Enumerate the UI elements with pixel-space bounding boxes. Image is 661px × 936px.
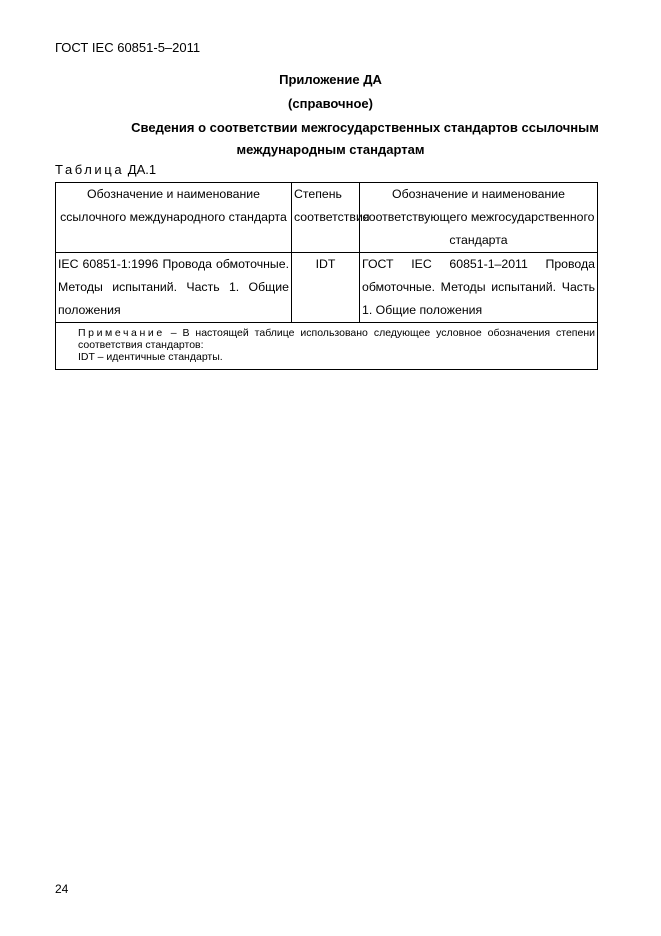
header-cell-degree: Степень соответствия bbox=[292, 183, 360, 253]
header-cell-interstate-standard: Обозначение и наименование соответствующего межгосударственного стандарта bbox=[360, 183, 598, 253]
table-caption bbox=[55, 162, 156, 177]
note-label: Примечание bbox=[78, 327, 165, 339]
cell-interstate-standard: ГОСТ IEC 60851-1–2011 Провода обмоточные. Методы испытаний. Часть 1. Общие положения bbox=[360, 253, 598, 323]
table-caption-word: Таблица bbox=[55, 162, 125, 177]
header-cell-international-standard: Обозначение и наименование ссылочного международного стандарта bbox=[56, 183, 292, 253]
table-header-row bbox=[56, 183, 598, 253]
cell-international-standard: IEC 60851-1:1996 Провода обмоточные. Методы испытаний. Часть 1. Общие положения bbox=[56, 253, 292, 323]
correspondence-table bbox=[55, 182, 598, 370]
annex-heading-line-1: Сведения о соответствии межгосударственных стандартов ссылочным bbox=[131, 120, 599, 135]
note-line bbox=[58, 327, 595, 351]
page-number: 24 bbox=[55, 882, 69, 896]
note-text: – В настоящей таблице использовано следующее условное обозначения степени соответствия стандартов: bbox=[78, 327, 595, 351]
table-caption-number: ДА.1 bbox=[127, 162, 157, 177]
table-note-row bbox=[56, 323, 598, 370]
cell-degree: IDT bbox=[292, 253, 360, 323]
document-code: ГОСТ IEC 60851-5–2011 bbox=[55, 40, 201, 55]
note-line-2: IDT – идентичные стандарты. bbox=[78, 351, 223, 363]
annex-title: Приложение ДА bbox=[279, 72, 382, 87]
annex-heading-line-2: международным стандартам bbox=[236, 142, 425, 157]
table-row bbox=[56, 253, 598, 323]
annex-status: (справочное) bbox=[288, 96, 373, 111]
table-note bbox=[56, 323, 598, 370]
